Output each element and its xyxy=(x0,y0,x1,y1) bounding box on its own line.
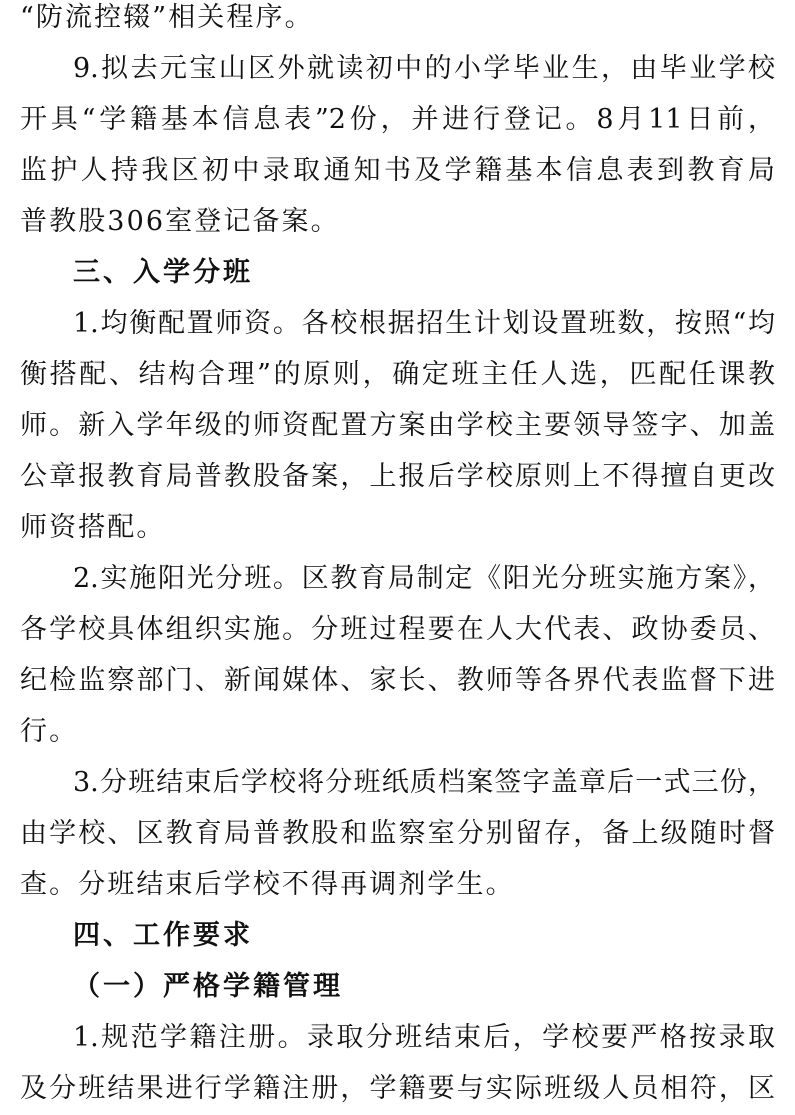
section-heading: 四、工作要求 xyxy=(73,920,253,951)
text-line: 各学校具体组织实施。分班过程要在人大代表、政协委员、 xyxy=(20,614,775,645)
text-line: 纪检监察部门、新闻媒体、家长、教师等各界代表监督下进 xyxy=(20,665,775,696)
paragraph-start-line: 1.规范学籍注册。录取分班结束后，学校要严格按录取 xyxy=(73,1022,775,1053)
section-heading: 三、入学分班 xyxy=(73,257,253,288)
paragraph-start-line: 3.分班结束后学校将分班纸质档案签字盖章后一式三份， xyxy=(73,767,775,798)
paragraph-start-line: 2.实施阳光分班。区教育局制定《阳光分班实施方案》， xyxy=(73,563,775,594)
text-line: 衡搭配、结构合理”的原则，确定班主任人选，匹配任课教 xyxy=(20,359,775,390)
text-line: 查。分班结束后学校不得再调剂学生。 xyxy=(20,869,515,900)
paragraph-start-line: 9.拟去元宝山区外就读初中的小学毕业生，由毕业学校 xyxy=(73,53,775,84)
text-line: 监护人持我区初中录取通知书及学籍基本信息表到教育局 xyxy=(20,155,775,186)
paragraph-start-line: 1.均衡配置师资。各校根据招生计划设置班数，按照“均 xyxy=(73,308,775,339)
text-line: 普教股306室登记备案。 xyxy=(20,206,340,237)
text-line: 及分班结果进行学籍注册，学籍要与实际班级人员相符，区 xyxy=(20,1073,775,1104)
text-line: 师。新入学年级的师资配置方案由学校主要领导签字、加盖 xyxy=(20,410,775,441)
text-line: 师资搭配。 xyxy=(20,512,166,543)
text-line: “防流控辍”相关程序。 xyxy=(20,2,314,33)
text-line: 开具“学籍基本信息表”2份，并进行登记。8月11日前， xyxy=(20,104,775,135)
text-line: 公章报教育局普教股备案，上报后学校原则上不得擅自更改 xyxy=(20,461,775,492)
subsection-heading: （一）严格学籍管理 xyxy=(73,971,343,1002)
text-line: 由学校、区教育局普教股和监察室分别留存，备上级随时督 xyxy=(20,818,775,849)
text-line: 行。 xyxy=(20,716,79,747)
